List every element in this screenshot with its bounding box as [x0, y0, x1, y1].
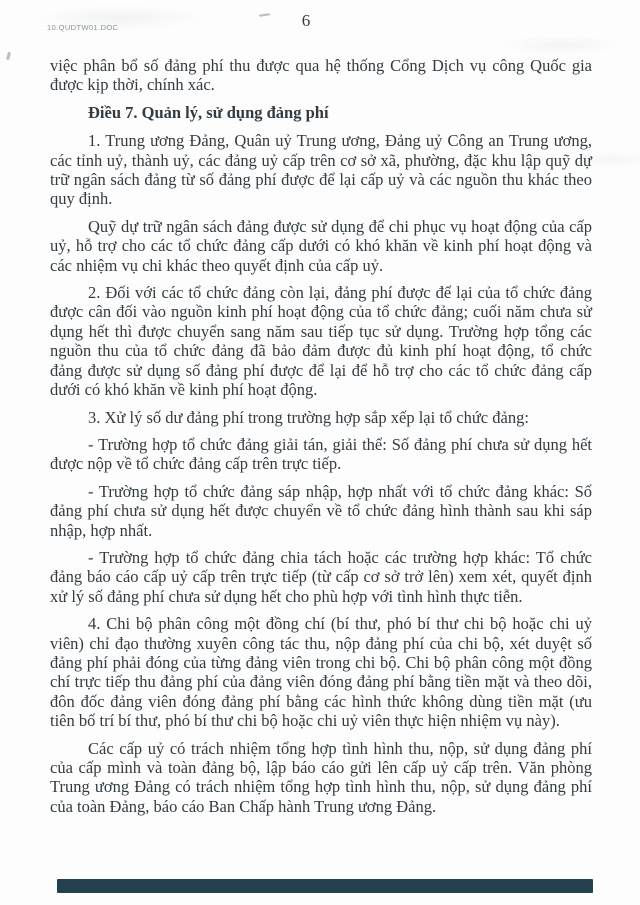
paragraph-clause-3: 3. Xử lý số dư đảng phí trong trường hợp sắp xếp lại tổ chức đảng: [88, 407, 529, 427]
paragraph-clause-1: 1. Trung ương Đảng, Quân uỷ Trung ương, Đảng uỷ Công an Trung ương, các tỉnh uỷ, thành uỷ, các đảng uỷ cấp trên cơ sở xã, phường, đặc khu lập quỹ dự trữ ngân sách đảng từ số đảng phí được để lại cấp uỷ và các nguồn thu khác theo quy định. [50, 131, 592, 209]
doc-filename-label: 10.QUDTW01.DOC [47, 23, 119, 32]
bullet-merger-case: - Trường hợp tổ chức đảng sáp nhập, hợp nhất với tổ chức đảng khác: Số đảng phí chưa sử dụng hết được chuyển về tổ chức đảng hình thành sau khi sáp nhập, hợp nhất. [50, 481, 592, 540]
bullet-dissolution-case: - Trường hợp tổ chức đảng giải tán, giải thể: Số đảng phí chưa sử dụng hết được nộp về tổ chức đảng cấp trên trực tiếp. [50, 434, 592, 474]
bullet-split-case: - Trường hợp tổ chức đảng chia tách hoặc các trường hợp khác: Tổ chức đảng báo cáo cấp uỷ cấp trên trực tiếp (từ cấp cơ sở trở lên) xem xét, quyết định xử lý số đảng phí chưa sử dụng hết cho phù hợp với tình hình thực tiễn. [50, 547, 592, 606]
section-heading-dieu-7: Điều 7. Quản lý, sử dụng đảng phí [88, 102, 329, 122]
paragraph-reserve-fund: Quỹ dự trữ ngân sách đảng được sử dụng để chi phục vụ hoạt động của cấp uỷ, hỗ trợ cho các tổ chức đảng cấp dưới có khó khăn về kinh phí hoạt động và các nhiệm vụ chi khác theo quyết định của cấp uỷ. [50, 216, 592, 275]
paragraph-reporting-duty: Các cấp uỷ có trách nhiệm tổng hợp tình hình thu, nộp, sử dụng đảng phí của cấp mình và toàn đảng bộ, lập báo cáo gửi lên cấp uỷ cấp trên. Văn phòng Trung ương Đảng có trách nhiệm tổng hợp tình hình thu, nộp, sử dụng đảng phí của toàn Đảng, báo cáo Ban Chấp hành Trung ương Đảng. [50, 738, 592, 816]
paragraph-clause-2: 2. Đối với các tổ chức đảng còn lại, đảng phí được để lại của tổ chức đảng được cân đối vào nguồn kinh phí hoạt động của tổ chức đảng; cuối năm chưa sử dụng hết thì được chuyển sang năm sau tiếp tục sử dụng. Trường hợp tổng các nguồn thu của tổ chức đảng đã bảo đảm được đủ kinh phí hoạt động, tổ chức đảng được sử dụng số đảng phí được để lại để hỗ trợ cho các tổ chức đảng cấp dưới có khó khăn về kinh phí hoạt động. [50, 283, 592, 400]
page-number: 6 [301, 11, 311, 30]
paragraph-clause-4: 4. Chi bộ phân công một đồng chí (bí thư, phó bí thư chi bộ hoặc chi uỷ viên) chỉ đạo thường xuyên công tác thu, nộp đảng phí của chi bộ, xét duyệt số đảng phí phải đóng của từng đảng viên trong chi bộ. Chi bộ phân công một đồng chí trực tiếp thu đảng phí của đảng viên đóng đảng phí bằng tiền mặt và theo dõi, đôn đốc đảng viên đóng đảng phí bằng các hình thức không dùng tiền mặt (ưu tiên bố trí bí thư, phó bí thư chi bộ hoặc chi uỷ viên thực hiện nhiệm vụ này). [50, 614, 592, 731]
scan-speck [6, 52, 11, 60]
scan-artifact-bar [57, 879, 593, 893]
document-text-block [50, 56, 592, 824]
paragraph-intro-continuation: việc phân bổ số đảng phí thu được qua hệ thống Cổng Dịch vụ công Quốc gia được kịp thời, chính xác. [50, 56, 592, 95]
